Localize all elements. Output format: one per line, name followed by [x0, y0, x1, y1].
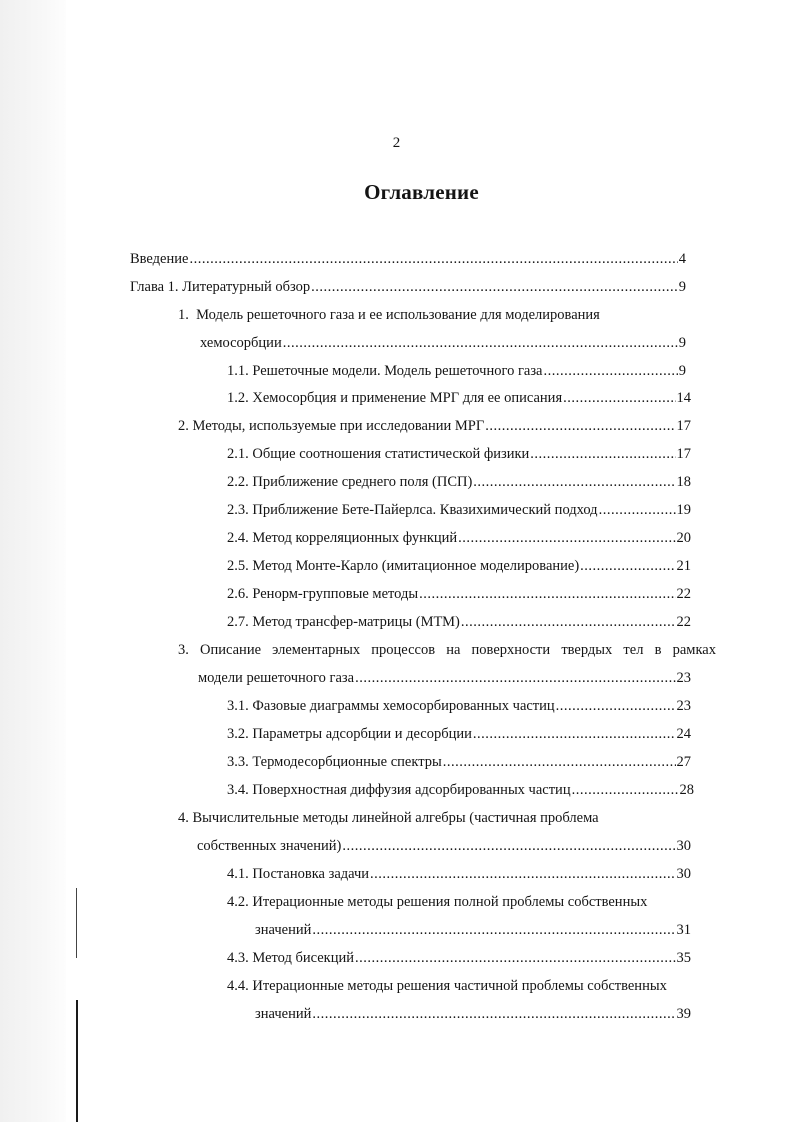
- toc-entry-section-4: 4. Вычислительные методы линейной алгебры (частичная проблема: [178, 810, 599, 826]
- toc-entry-1-2: 1.2. Хемосорбция и применение МРГ для ее описания ..... 14: [227, 390, 691, 410]
- toc-entry-section-4-cont: собственных значений) ..... 30: [197, 838, 691, 858]
- toc-entry-4-3: 4.3. Метод бисекций ..... 35: [227, 950, 691, 970]
- toc-entry-3-2: 3.2. Параметры адсорбции и десорбции ..... 24: [227, 726, 691, 746]
- toc-entry-4-4: 4.4. Итерационные методы решения частичной проблемы собственных: [227, 978, 667, 994]
- toc-entry-4-2-cont: значений ..... 31: [255, 922, 691, 942]
- toc-entry-2-2: 2.2. Приближение среднего поля (ПСП) ..... 18: [227, 474, 691, 494]
- toc-entry-4-4-cont: значений ..... 39: [255, 1006, 691, 1026]
- page-number: 2: [392, 135, 401, 151]
- toc-entry-3-3: 3.3. Термодесорбционные спектры ..... 27: [227, 754, 691, 774]
- toc-entry-section-3-cont: модели решеточного газа ..... 23: [198, 670, 691, 690]
- toc-entry-2-5: 2.5. Метод Монте-Карло (имитационное моделирование) ..... 21: [227, 558, 691, 578]
- toc-entry-4-1: 4.1. Постановка задачи ..... 30: [227, 866, 691, 886]
- toc-entry-2-3: 2.3. Приближение Бете-Пайерлса. Квазихимический подход ..... 19: [227, 502, 691, 522]
- toc-entry-section-3: 3. Описание элементарных процессов на поверхности твердых тел в рамках: [178, 642, 716, 658]
- toc-entry-1-1: 1.1. Решеточные модели. Модель решеточного газа ..... 9: [227, 363, 686, 383]
- toc-entry-2-7: 2.7. Метод трансфер-матрицы (МТМ) ..... 22: [227, 614, 691, 634]
- toc-entry-3-4: 3.4. Поверхностная диффузия адсорбированных частиц ..... 28: [227, 782, 694, 802]
- toc-entry-2-4: 2.4. Метод корреляционных функций ..... 20: [227, 530, 691, 550]
- page-title: Оглавление: [364, 180, 479, 204]
- toc-entry-chapter-1: Глава 1. Литературный обзор ..... 9: [130, 279, 686, 299]
- toc-entry-3-1: 3.1. Фазовые диаграммы хемосорбированных частиц ..... 23: [227, 698, 691, 718]
- toc-entry-section-1-cont: хемосорбции ..... 9: [200, 335, 686, 355]
- toc-entry-4-2: 4.2. Итерационные методы решения полной проблемы собственных: [227, 894, 648, 910]
- toc-entry-section-1: 1. Модель решеточного газа и ее использование для моделирования: [178, 307, 600, 323]
- toc-entry-section-2: 2. Методы, используемые при исследовании МРГ ..... 17: [178, 418, 691, 438]
- toc-entry-intro: Введение ..... 4: [130, 251, 686, 271]
- toc-entry-2-1: 2.1. Общие соотношения статистической физики ..... 17: [227, 446, 691, 466]
- toc-entry-2-6: 2.6. Ренорм-групповые методы ..... 22: [227, 586, 691, 606]
